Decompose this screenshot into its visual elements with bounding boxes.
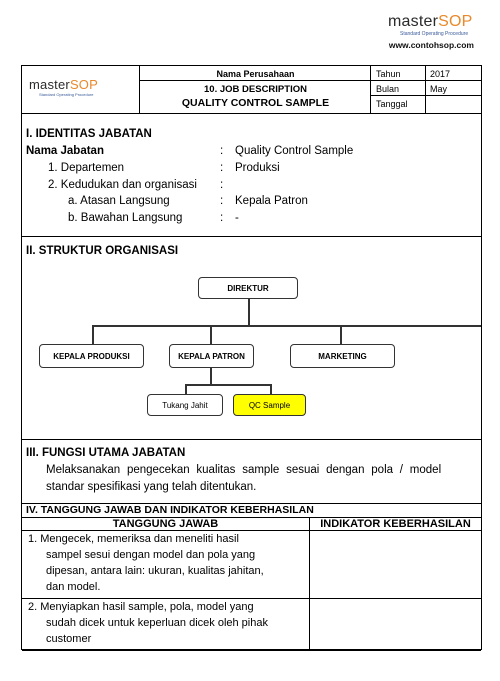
year-value: 2017 [430, 69, 451, 79]
logo-word-sop: SOP [438, 13, 473, 30]
department-value: Produksi [235, 162, 280, 174]
org-box-direktur: DIREKTUR [198, 277, 298, 299]
doc-title-line2: QUALITY CONTROL SAMPLE [181, 97, 330, 109]
job-title-colon: : [220, 145, 224, 157]
header-table [22, 66, 481, 114]
row1-line1: 1. Mengecek, memeriksa dan meneliti hasil [28, 533, 239, 545]
year-label: Tahun [376, 69, 401, 79]
month-label: Bulan [376, 84, 400, 94]
separator [22, 236, 481, 237]
row2-line2: sudah dicek untuk keperluan dicek oleh pihak [46, 617, 268, 629]
col-header-responsibility: TANGGUNG JAWAB [112, 518, 219, 530]
row1-line2: sampel sesui dengan model dan pola yang [46, 549, 256, 561]
subordinate-label: b. Bawahan Langsung [68, 212, 183, 224]
section2-title: II. STRUKTUR ORGANISASI [26, 245, 179, 257]
table-line [22, 598, 481, 599]
header-logo-master: master [29, 77, 70, 92]
org-box-kepala-produksi: KEPALA PRODUKSI [39, 344, 144, 368]
subordinate-colon: : [220, 212, 224, 224]
connector [210, 368, 212, 384]
logo-word-master: master [388, 13, 439, 30]
org-box-marketing: MARKETING [290, 344, 395, 368]
subordinate-value: - [235, 212, 239, 224]
department-label: 1. Departemen [48, 162, 125, 174]
col-header-indicator: INDIKATOR KEBERHASILAN [320, 518, 471, 530]
row2-line3: customer [46, 633, 92, 645]
job-title-label: Nama Jabatan [26, 145, 104, 157]
section1-title: I. IDENTITAS JABATAN [26, 128, 152, 140]
header-logo-sop: SOP [69, 77, 98, 92]
connector [270, 384, 272, 394]
position-label: 2. Kedudukan dan organisasi [48, 179, 197, 191]
document-frame [21, 65, 482, 650]
section4-title: IV. TANGGUNG JAWAB DAN INDIKATOR KEBERHASILAN [26, 504, 314, 516]
connector [248, 299, 250, 325]
brand-logo [388, 14, 473, 37]
department-colon: : [220, 162, 224, 174]
connector [210, 325, 212, 344]
connector [340, 325, 342, 344]
superior-label: a. Atasan Langsung [68, 195, 170, 207]
superior-colon: : [220, 195, 224, 207]
table-line [22, 530, 481, 531]
section3-title: III. FUNGSI UTAMA JABATAN [26, 447, 186, 459]
superior-value: Kepala Patron [235, 195, 308, 207]
row1-line3: dipesan, antara lain: ukuran, kualitas jahitan, [46, 565, 264, 577]
org-box-kepala-patron: KEPALA PATRON [169, 344, 254, 368]
table-line [309, 517, 310, 650]
header-logo [29, 78, 98, 97]
position-colon: : [220, 179, 224, 191]
connector [92, 325, 481, 327]
org-box-qc-sample: QC Sample [233, 394, 306, 416]
logo-tagline: Standard Operating Procedure [400, 31, 469, 37]
org-box-tukang-jahit: Tukang Jahit [147, 394, 223, 416]
separator [22, 439, 481, 440]
company-label: Nama Perusahaan [216, 69, 295, 79]
job-title-value: Quality Control Sample [235, 145, 354, 157]
connector [185, 384, 187, 394]
connector [185, 384, 271, 386]
doc-title-line1: 10. JOB DESCRIPTION [204, 84, 307, 95]
site-url[interactable]: www.contohsop.com [388, 40, 474, 50]
month-value: May [430, 84, 448, 94]
connector [92, 325, 94, 344]
table-line [22, 650, 481, 651]
date-label: Tanggal [376, 99, 408, 109]
main-function-line1: Melaksanakan pengecekan kualitas sample sesuai dengan pola / model [46, 464, 442, 476]
header-logo-tagline: Standard Operating Procedure [39, 92, 94, 97]
row2-line1: 2. Menyiapkan hasil sample, pola, model yang [28, 601, 254, 613]
main-function-line2: standar spesifikasi yang telah ditentukan. [46, 481, 257, 493]
row1-line4: dan model. [46, 581, 101, 593]
